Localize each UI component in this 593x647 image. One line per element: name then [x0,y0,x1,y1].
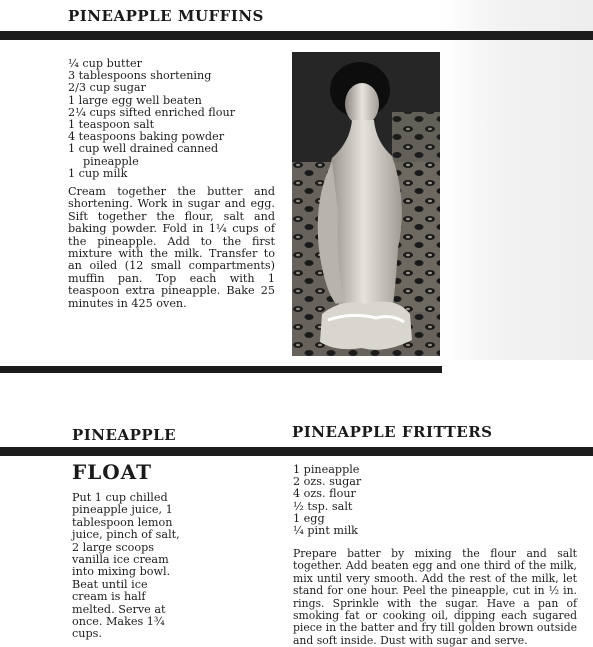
ingredient-line: pineapple [83,154,139,168]
ingredient-line: 1 egg [293,511,325,525]
fritters-directions: Prepare batter by mixing the flour and salt together. Add beaten egg and one third of the milk, mix until very smooth. Add the rest of the milk, let stand for one hour. Peel the pineapple, cut in ½ in. rings. Sprinkle with the sugar. Have a pan of smoking fat or cooking oil, dipping each sugared piece in the batter and fry till golden brown outside and soft inside. Dust with sugar and serve. [293,547,577,647]
fritters-ingredient-list [293,464,513,537]
top-divider-bar [0,31,593,40]
muffins-directions: Cream together the butter and shortening. Work in sugar and egg. Sift together the flour, salt and baking powder. Fold in 1¼ cups of the pineapple. Add to the first mixture with the milk. Transfer to an oiled (12 small compartments) muffin pan. Top each with 1 teaspoon extra pineapple. Bake 25 minutes in 425 oven. [68,185,275,310]
muffins-ingredient-list [68,58,278,180]
ingredient-line: 2¼ cups sifted enriched flour [68,105,236,119]
ingredient-line: 2 ozs. sugar [293,475,362,489]
ingredient-line: 1 pineapple [293,463,360,476]
float-title-bottom: FLOAT [72,460,152,484]
portrait-photo-image [292,52,440,356]
ingredient-line: 3 tablespoons shortening [68,69,212,83]
ingredient-line: 1 large egg well beaten [68,93,202,107]
bottom-divider-bar [0,447,593,456]
ingredient-line: 4 teaspoons baking powder [68,130,225,144]
fritters-title: PINEAPPLE FRITTERS [292,423,493,441]
ingredient-line: ¼ pint milk [293,524,358,538]
background-ghost-panel [440,0,593,360]
ingredient-line: 4 ozs. flour [293,487,356,501]
ingredient-line: ½ tsp. salt [293,499,353,513]
ingredient-line: 1 cup well drained canned [68,142,219,156]
ingredient-line: ¼ cup butter [68,57,142,70]
portrait-photo [292,52,440,356]
float-title-top: PINEAPPLE [72,426,177,444]
ingredient-line: 1 teaspoon salt [68,118,155,132]
ingredient-line: 1 cup milk [68,166,128,180]
float-directions: Put 1 cup chilled pineapple juice, 1 tablespoon lemon juice, pinch of salt, 2 large scoops vanilla ice cream into mixing bowl. Beat until ice cream is half melted. Serve at once. Makes 1¾ cups. [72,491,180,641]
ingredient-line: 2/3 cup sugar [68,81,146,95]
middle-divider-bar [0,366,442,373]
muffins-title: PINEAPPLE MUFFINS [68,7,264,25]
